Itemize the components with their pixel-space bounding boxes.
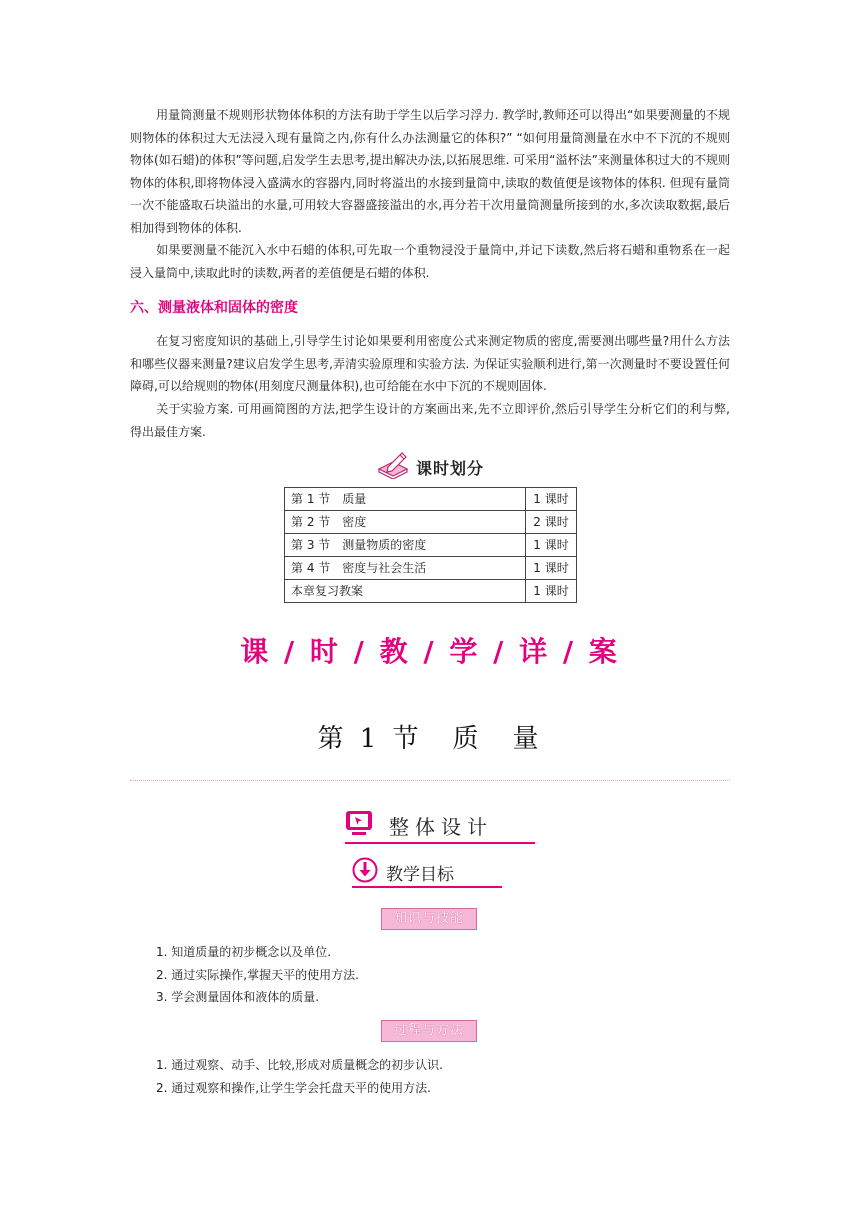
overall-design-header [345,808,535,844]
section-heading: 六、测量液体和固体的密度 [130,300,298,316]
paragraph [130,330,730,398]
list-item: 2. 通过实际操作,掌握天平的使用方法. [156,967,359,982]
table-row [285,488,577,511]
paragraph [130,398,730,443]
hours-cell: 1 课时 [526,534,577,557]
schedule-title: 课时划分 [415,458,484,478]
process-method-tag [381,1020,477,1042]
table-row [285,534,577,557]
list-item: 3. 学会测量固体和液体的质量. [156,990,320,1004]
section-cell: 本章复习教案 [285,580,526,603]
teaching-goals-label: 教学目标 [386,864,454,885]
list-item: 1. 通过观察、动手、比较,形成对质量概念的初步认识. [156,1058,443,1072]
process-method-list [156,1054,716,1099]
hours-cell: 1 课时 [526,488,577,511]
lesson-title: 第 1 节 质 量 [317,724,543,754]
pencil-book-icon [376,451,410,483]
paragraph-text: 如果要测量不能沉入水中石蜡的体积,可先取一个重物浸没于量筒中,并记下读数,然后将石蜡和重物系在一起浸入量筒中,读取此时的读数,两者的差值便是石蜡的体积. [130,243,730,280]
monitor-icon [345,809,375,841]
table-row [285,557,577,580]
hours-cell: 1 课时 [526,580,577,603]
section-cell: 第 4 节 密度与社会生活 [285,557,526,580]
paragraph [130,104,730,239]
teaching-goals-header [352,858,502,888]
list-item: 2. 通过观察和操作,让学生学会托盘天平的使用方法. [156,1080,431,1095]
schedule-table [284,487,577,603]
tag-label: 知识与技能 [393,911,464,926]
table-row [285,511,577,534]
hours-cell: 1 课时 [526,557,577,580]
schedule-header [0,452,860,482]
paragraph-text: 关于实验方案. 可用画简图的方法,把学生设计的方案画出来,先不立即评价,然后引导学生分析它们的利与弊,得出最佳方案. [130,402,730,439]
knowledge-skills-list [156,941,716,1009]
hours-cell: 2 课时 [526,511,577,534]
tag-label: 过程与方法 [393,1023,464,1038]
table-row [285,580,577,603]
divider [130,780,730,781]
knowledge-skills-tag [381,908,477,930]
chapter-banner: 课 / 时 / 教 / 学 / 详 / 案 [240,635,620,668]
paragraph-text: 用量筒测量不规则形状物体体积的方法有助于学生以后学习浮力. 教学时,教师还可以得出“如果要测量的不规则物体的体积过大无法浸入现有量筒之内,你有什么办法测量它的体积?” “如何用量筒测量在水中不下沉的不规则物体(如石蜡)的体积”等问题,启发学生去思考,提出解决办法,以拓展思维. 可采用“溢杯法”来测量体积过大的不规则物体的体积,即将物体浸入盛满水的容器内,同时将溢出的水接到量筒中,读取的数值便是该物体的体积. 但现有量筒一次不能盛取石块溢出的水量,可用较大容器盛接溢出的水,再分若干次用量筒测量所接到的水,多次读取数据,最后相加得到物体的体积. [130,108,730,235]
overall-design-label: 整体设计 [389,814,493,839]
paragraph [130,239,730,284]
section-cell: 第 2 节 密度 [285,511,526,534]
section-cell: 第 1 节 质量 [285,488,526,511]
section-cell: 第 3 节 测量物质的密度 [285,534,526,557]
down-arrow-circle-icon [352,857,378,887]
paragraph-text: 在复习密度知识的基础上,引导学生讨论如果要利用密度公式来测定物质的密度,需要测出哪些量?用什么方法和哪些仪器来测量?建议启发学生思考,弄清实验原理和实验方法. 为保证实验顺利进行,第一次测量时不要设置任何障碍,可以给规则的物体(用刻度尺测量体积),也可给能在水中下沉的不规则固体. [130,334,730,393]
list-item: 1. 知道质量的初步概念以及单位. [156,945,332,959]
